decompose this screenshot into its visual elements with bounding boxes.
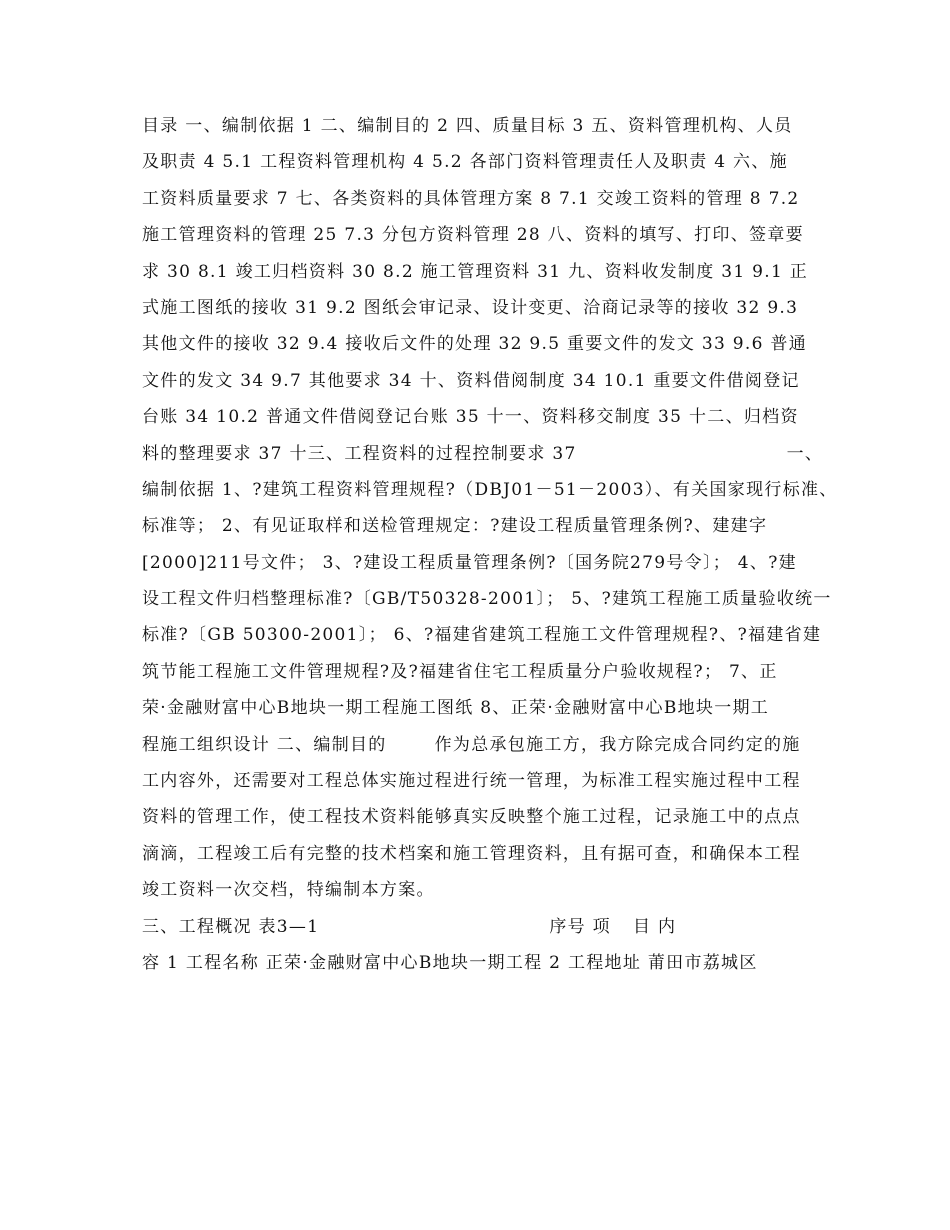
text-line: 求 30 8.1 竣工归档资料 30 8.2 施工管理资料 31 九、资料收发制度 31 9.1 正 — [142, 261, 809, 282]
text-line: 目录 一、编制依据 1 二、编制目的 2 四、质量目标 3 五、资料管理机构、人员 — [142, 116, 793, 136]
text-line: 荣·金融财富中心B地块一期工程施工图纸 8、正荣·金融财富中心B地块一期工 — [142, 698, 770, 719]
text-line-with-heading — [142, 436, 824, 472]
text-line: 及职责 4 5.1 工程资料管理机构 4 5.2 各部门资料管理责任人及职责 4 六、施 — [142, 152, 788, 173]
text-line: [2000]211号文件； 3、?建设工程质量管理条例?〔国务院279号令〕； 4、?建 — [142, 552, 797, 573]
text-line: 台账 34 10.2 普通文件借阅登记台账 35 十一、资料移交制度 35 十二、归档资 — [142, 407, 799, 428]
text-line: 工内容外，还需要对工程总体实施过程进行统一管理，为标准工程实施过程中工程 — [142, 771, 801, 792]
text-line: 标准等； 2、有见证取样和送检管理规定：?建设工程质量管理条例?、建建字 — [142, 516, 768, 537]
section-heading-number: 一、 — [786, 443, 824, 464]
table-caption-line — [142, 909, 812, 945]
text-line: 编制依据 1、?建筑工程资料管理规程?（DBJ01－51－2003）、有关国家现行标准、 — [142, 479, 838, 500]
text-line: 设工程文件归档整理标准?〔GB/T50328-2001〕； 5、?建筑工程施工质量验收统一 — [142, 589, 832, 610]
table-header-fragment: 目 内 — [632, 916, 677, 937]
text-line: 竣工资料一次交档，特编制本方案。 — [142, 880, 435, 901]
text-line: 式施工图纸的接收 31 9.2 图纸会审记录、设计变更、洽商记录等的接收 32 9.3 — [142, 297, 799, 318]
text-line: 资料的管理工作，使工程技术资料能够真实反映整个施工过程，记录施工中的点点 — [142, 807, 801, 828]
text-fragment: 料的整理要求 37 十三、工程资料的过程控制要求 37 — [142, 443, 577, 464]
text-line: 施工管理资料的管理 25 7.3 分包方资料管理 28 八、资料的填写、打印、签章要 — [142, 225, 804, 246]
text-line: 滴滴，工程竣工后有完整的技术档案和施工管理资料，且有据可查，和确保本工程 — [142, 843, 801, 864]
text-line: 筑节能工程施工文件管理规程?及?福建省住宅工程质量分户验收规程?； 7、正 — [142, 661, 778, 682]
text-line: 标准?〔GB 50300-2001〕； 6、?福建省建筑工程施工文件管理规程?、?福建省建 — [142, 625, 822, 646]
text-line: 容 1 工程名称 正荣·金融财富中心B地块一期工程 2 工程地址 莆田市荔城区 — [142, 952, 758, 973]
text-fragment: 作为总承包施工方，我方除完成合同约定的施 — [434, 734, 801, 755]
text-fragment: 三、工程概况 表3—1 — [142, 916, 320, 937]
text-line: 其他文件的接收 32 9.4 接收后文件的处理 32 9.5 重要文件的发文 33 9.6 普通 — [142, 334, 808, 355]
text-line: 文件的发文 34 9.7 其他要求 34 十、资料借阅制度 34 10.1 重要文件借阅登记 — [142, 370, 800, 391]
document-body — [142, 108, 838, 981]
text-fragment: 程施工组织设计 二、编制目的 — [142, 734, 387, 755]
table-header-fragment: 序号 项 — [549, 916, 611, 937]
text-line: 工资料质量要求 7 七、各类资料的具体管理方案 8 7.1 交竣工资料的管理 8 7.2 — [142, 188, 800, 209]
text-line-with-gap — [142, 727, 812, 763]
